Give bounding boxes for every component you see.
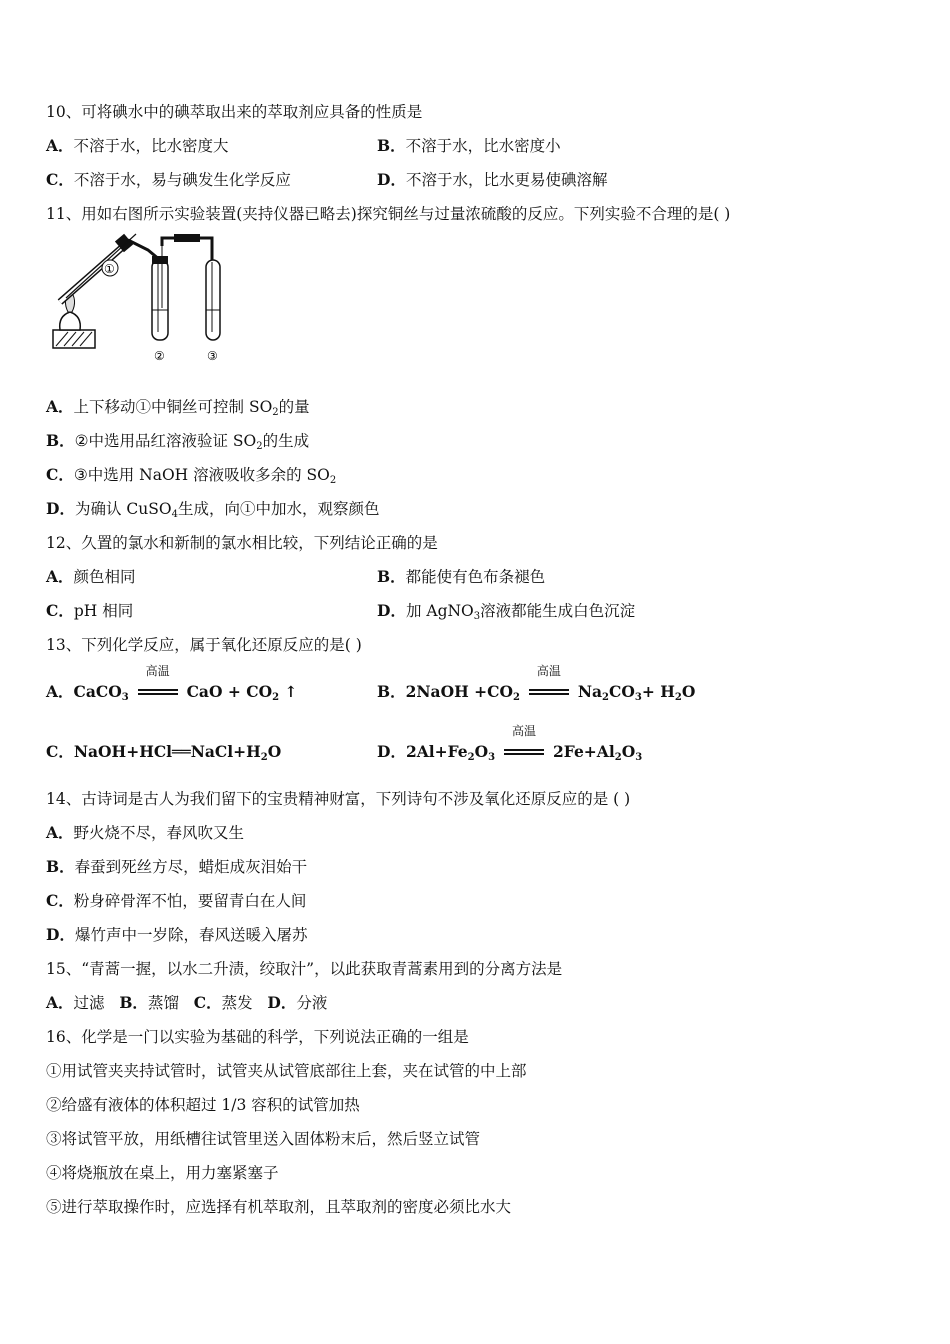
q16-item-5: ⑤进行萃取操作时，应选择有机萃取剂，且萃取剂的密度必须比水大 — [46, 1198, 512, 1216]
high-temp-condition: 高温 — [138, 683, 178, 703]
q11-option-a: A．上下移动①中铜丝可控制 $SO_2$的量 — [46, 397, 310, 418]
q11-stem: 11、用如右图所示实验装置(夹持仪器已略去)探究铜丝与过量浓硫酸的反应。下列实验不合理的是( ) — [46, 205, 731, 223]
q10-stem: 10、可将碘水中的碘萃取出来的萃取剂应具备的性质是 — [46, 103, 423, 121]
figure-label-2: ② — [154, 349, 165, 363]
q15-option-d: D．分液 — [267, 993, 328, 1012]
test-tube-2 — [152, 260, 168, 340]
q12-option-a: A．颜色相同 — [46, 567, 136, 586]
high-temp-condition: 高温 — [504, 743, 544, 763]
q14-stem: 14、古诗词是古人为我们留下的宝贵精神财富，下列诗句不涉及氧化还原反应的是 ( ) — [46, 790, 631, 808]
q15-options — [46, 993, 327, 1013]
q15-option-a: A．过滤 — [46, 993, 105, 1012]
q10-option-b: B．不溶于水，比水密度小 — [377, 136, 561, 155]
burner-stand — [53, 330, 95, 348]
q16-item-1: ①用试管夹夹持试管时，试管夹从试管底部往上套，夹在试管的中上部 — [46, 1062, 527, 1080]
test-tube-3 — [206, 260, 220, 340]
q15-stem: 15、“青蒿一握，以水二升渍，绞取汁”，以此获取青蒿素用到的分离方法是 — [46, 960, 563, 978]
q10-option-d: D．不溶于水，比水更易使碘溶解 — [377, 170, 608, 189]
q14-option-c: C．粉身碎骨浑不怕，要留青白在人间 — [46, 891, 307, 910]
q12-option-b: B．都能使有色布条褪色 — [377, 567, 546, 586]
experiment-apparatus-figure — [48, 232, 238, 372]
q13-option-d: D．$2Al+Fe_2O_3$ 高温 $2Fe+Al_2O_3$ — [377, 724, 643, 763]
q16-stem: 16、化学是一门以实验为基础的科学，下列说法正确的一组是 — [46, 1028, 469, 1046]
q15-option-b: B．蒸馏 — [119, 993, 179, 1012]
q16-item-3: ③将试管平放，用纸槽往试管里送入固体粉末后，然后竖立试管 — [46, 1130, 481, 1148]
q13-option-a: A．CaCO$_3$ 高温 CaO + $CO_2$ ↑ — [46, 664, 298, 703]
q11-option-d: D．为确认 CuSO$_4$生成，向①中加水，观察颜色 — [46, 499, 380, 520]
q16-item-4: ④将烧瓶放在桌上，用力塞紧塞子 — [46, 1164, 279, 1182]
q11-option-b: B．②中选用品红溶液验证 $SO_2$的生成 — [46, 431, 310, 452]
figure-label-1: ① — [104, 262, 115, 276]
q14-option-d: D．爆竹声中一岁除，春风送暖入屠苏 — [46, 925, 308, 944]
q13-stem: 13、下列化学反应，属于氧化还原反应的是( ) — [46, 636, 362, 654]
q14-option-b: B．春蚕到死丝方尽，蜡炬成灰泪始干 — [46, 857, 308, 876]
q13-option-c: C．$NaOH+HCl══NaCl+H_2O$ — [46, 742, 282, 763]
alcohol-burner — [60, 312, 81, 330]
q14-option-a: A．野火烧不尽，春风吹又生 — [46, 823, 245, 842]
q11-option-c: C．③中选用 NaOH 溶液吸收多余的 $SO_2$ — [46, 465, 337, 486]
q12-option-c: C．pH 相同 — [46, 601, 134, 620]
figure-label-3: ③ — [207, 349, 218, 363]
q15-option-c: C．蒸发 — [193, 993, 253, 1012]
q10-option-c: C．不溶于水，易与碘发生化学反应 — [46, 170, 291, 189]
q12-option-d: D．加 AgNO$_3$溶液都能生成白色沉淀 — [377, 601, 636, 622]
high-temp-condition: 高温 — [529, 683, 569, 703]
q16-item-2: ②给盛有液体的体积超过 1/3 容积的试管加热 — [46, 1096, 360, 1114]
q10-option-a: A．不溶于水，比水密度大 — [46, 136, 229, 155]
q12-stem: 12、久置的氯水和新制的氯水相比较，下列结论正确的是 — [46, 534, 438, 552]
q13-option-b: B．2NaOH $+CO_2$ 高温 $Na_2CO_3+ H_2O$ — [377, 664, 696, 703]
copper-wire — [66, 234, 136, 298]
